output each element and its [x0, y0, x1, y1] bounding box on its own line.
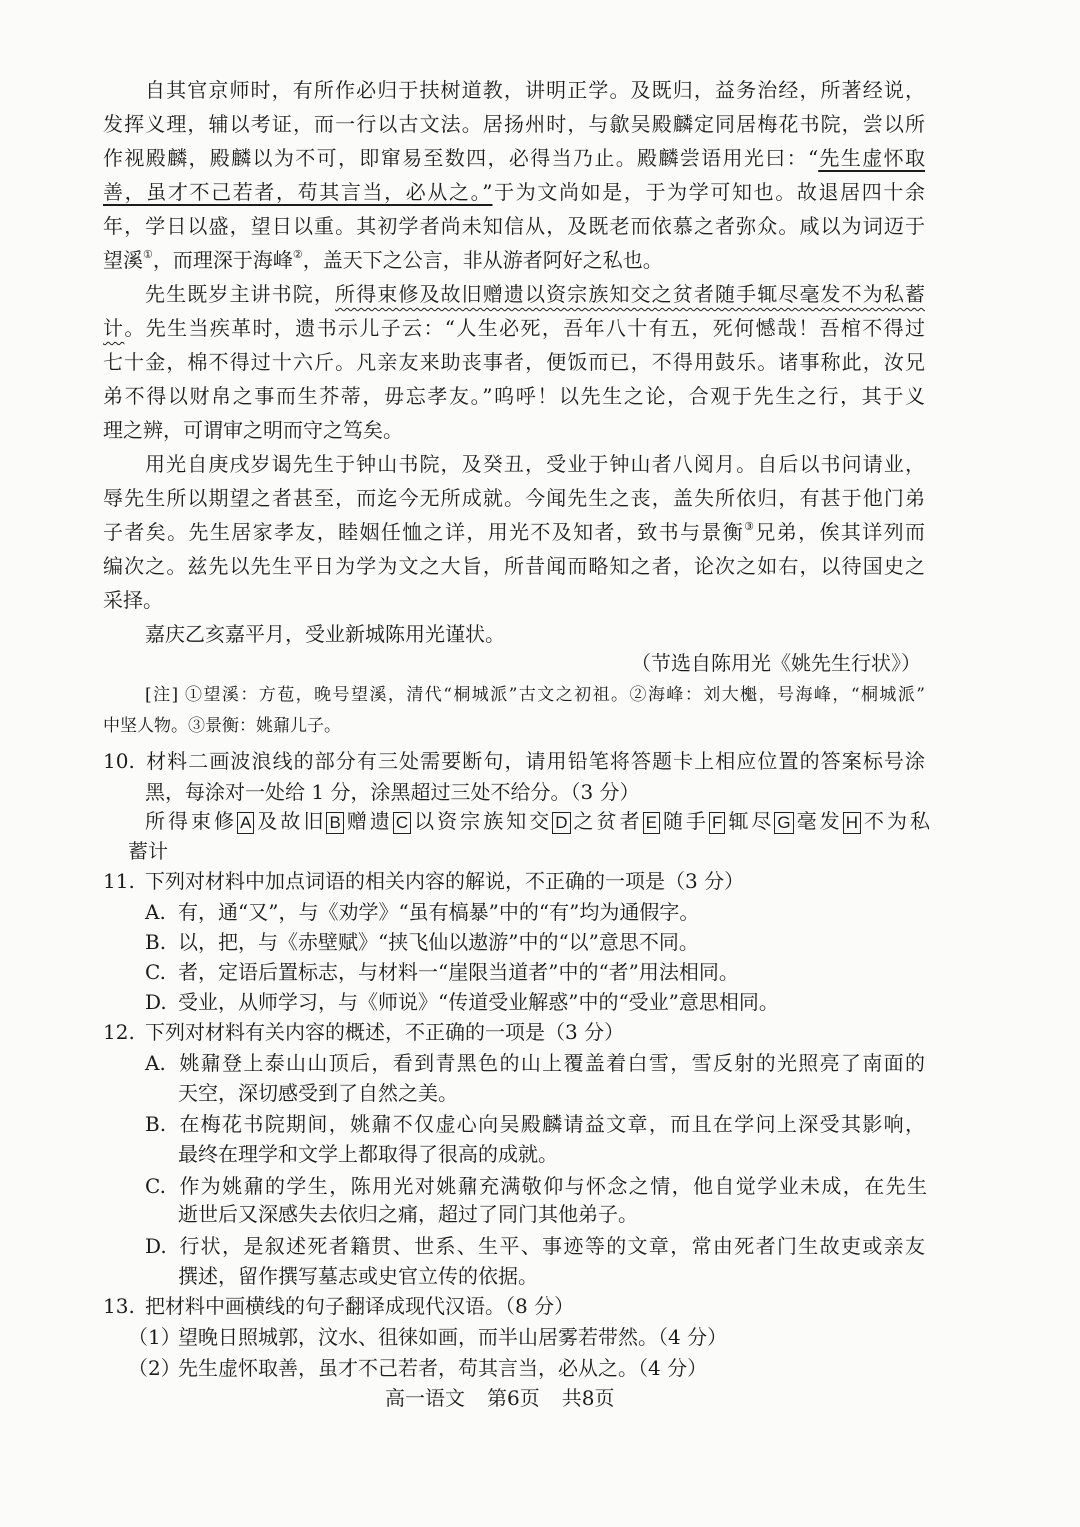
sentence-part: 赠遗 — [343, 809, 393, 833]
underlined-sentence: 先生虚怀取 — [818, 146, 925, 170]
option-text: 在梅花书院期间，姚鼐不仅虚心向吴殿麟请益文章，而且在学问上深受其影响， — [178, 1112, 925, 1136]
annotation-note: 中坚人物。③景衡：姚鼐儿子。 — [103, 716, 341, 736]
page-footer — [385, 1383, 705, 1413]
item-number: （1） — [128, 1325, 181, 1349]
option-text: 以，把，与《赤壁赋》“挟飞仙以遨游”中的“以”意思不同。 — [178, 930, 699, 954]
option-label: A. — [145, 900, 166, 924]
option-text: 有，通“又”，与《劝学》“虽有槁暴”中的“有”均为通假字。 — [178, 900, 700, 924]
sentence-part: 所得束修 — [145, 809, 238, 833]
passage-text: ，盖天下之公言，非从游者阿好之私也。 — [302, 248, 663, 272]
passage-line — [103, 175, 925, 209]
answer-label-box[interactable]: E — [643, 812, 660, 834]
option-d[interactable] — [145, 987, 925, 1017]
question-10-stem — [103, 746, 925, 776]
item-text: 先生虚怀取善，虽才不己若者，苟其言当，必从之。（4 分） — [178, 1356, 708, 1380]
passage-text: 作视殿麟，殿麟以为不可，即窜易至数四，必得当乃止。殿麟尝语用光曰：“ — [103, 146, 819, 170]
answer-label-box[interactable]: D — [552, 812, 570, 834]
wavy-underlined-text: 所得束修及故旧赠遗以资宗族知交之贫者随手辄尽毫发不为私蓄 — [335, 282, 925, 306]
option-text: 者，定语后置标志，与材料一“崖限当道者”中的“者”用法相同。 — [178, 960, 739, 984]
passage-line: 自其官京师时，有所作必归于扶树道教，讲明正学。及既归，益务治经，所著经说， — [145, 78, 925, 102]
passage-text: 于为文尚如是，于为学可知也。故退居四十余 — [492, 180, 925, 204]
footnote-marker: ③ — [744, 520, 756, 533]
translation-item — [128, 1353, 925, 1383]
source-citation: （节选自陈用光《姚先生行状》） — [631, 651, 921, 675]
translation-item — [128, 1322, 925, 1352]
passage-line — [103, 141, 925, 175]
underlined-sentence: 善，虽才不己若者，苟其言当，必从之。” — [103, 180, 493, 204]
sentence-part: 及故旧 — [254, 809, 327, 833]
option-d[interactable] — [145, 1231, 925, 1261]
answer-label-box[interactable]: C — [393, 812, 411, 834]
answer-label-box[interactable]: A — [237, 812, 254, 834]
question-number: 12. — [103, 1020, 135, 1044]
footer-total: 共8页 — [561, 1386, 615, 1410]
sentence-part: 随手 — [659, 809, 709, 833]
question-10-stem-cont: 黑，每涂对一处给 1 分，涂黑超过三处不给分。（3 分） — [145, 780, 640, 804]
option-label: B. — [145, 1112, 167, 1136]
sentence-part: 以资宗族知交 — [411, 809, 553, 833]
passage-line: 发挥义理，辅以考证，而一行以古文法。居扬州时，与歙吴殿麟定同居梅花书院，尝以所 — [103, 112, 925, 136]
wavy-underlined-text: 计 — [103, 316, 125, 340]
passage-line: 理之辨，可谓审之明而守之笃矣。 — [103, 418, 403, 442]
option-a-cont: 天空，深切感受到了自然之美。 — [178, 1081, 458, 1105]
question-11-stem — [103, 866, 925, 896]
option-text: 行状，是叙述死者籍贯、世系、生平、事迹等的文章，常由死者门生故吏或亲友 — [178, 1234, 925, 1258]
question-number: 13. — [103, 1294, 135, 1318]
option-c[interactable] — [145, 957, 925, 987]
option-label: D. — [145, 1234, 167, 1258]
signature-line: 嘉庆乙亥嘉平月，受业新城陈用光谨状。 — [145, 622, 505, 646]
footer-subject: 高一语文 — [385, 1386, 465, 1410]
option-b[interactable] — [145, 927, 925, 957]
footnote-marker: ① — [143, 248, 153, 261]
passage-line: 七十金，棉不得过十六斤。凡亲友来助丧事者，便饭而已，不得用鼓乐。诸事称此，汝兄 — [103, 350, 925, 374]
answer-label-box[interactable]: B — [326, 812, 343, 834]
answer-label-box[interactable]: F — [709, 812, 725, 834]
option-a[interactable] — [145, 897, 925, 927]
question-10-sentence-tail: 蓄计 — [128, 839, 168, 863]
question-13-stem — [103, 1291, 925, 1321]
question-text: 材料二画波浪线的部分有三处需要断句，请用铅笔将答题卡上相应位置的答案标号涂 — [145, 749, 925, 773]
option-label: D. — [145, 990, 167, 1014]
question-12-stem — [103, 1017, 925, 1047]
sentence-part: 之贫者 — [570, 809, 643, 833]
answer-label-box[interactable]: G — [774, 812, 793, 834]
item-number: （2） — [128, 1356, 181, 1380]
passage-line — [145, 277, 925, 311]
option-label: A. — [145, 1051, 166, 1075]
question-text: 把材料中画横线的句子翻译成现代汉语。（8 分） — [145, 1294, 575, 1318]
question-text: 下列对材料中加点词语的相关内容的解说，不正确的一项是（3 分） — [145, 869, 745, 893]
passage-line: 编次之。兹先以先生平日为学为文之大旨，所昔闻而略知之者，论次之如右，以待国史之 — [103, 554, 925, 578]
option-a[interactable] — [145, 1048, 925, 1078]
option-text: 受业，从师学习，与《师说》“传道受业解惑”中的“受业”意思相同。 — [178, 990, 779, 1014]
passage-line: 年，学日以盛，望日以重。其初学者尚未知信从，及既老而依慕之者弥众。咸以为词迈于 — [103, 214, 925, 238]
option-label: C. — [145, 960, 166, 984]
passage-line — [103, 243, 925, 277]
passage-line: 弟不得以财帛之事而生芥蒂，毋忘孝友。”呜呼！以先生之论，合观于先生之行，其于义 — [103, 384, 925, 408]
footer-page: 第6页 — [487, 1386, 540, 1410]
passage-line: 用光自庚戌岁谒先生于钟山书院，及癸丑，受业于钟山者八阅月。自后以书问请业， — [145, 452, 925, 476]
option-c[interactable] — [145, 1171, 927, 1201]
sentence-part: 毫发 — [793, 809, 843, 833]
option-b[interactable] — [145, 1109, 925, 1139]
passage-line: 辱先生所以期望之者甚至，而迄今无所成就。今闻先生之丧，盖失所依归，有甚于他门弟 — [103, 486, 925, 510]
passage-text: 兄弟，俟其详列而 — [755, 520, 925, 544]
option-label: C. — [145, 1174, 166, 1198]
passage-text: 子者矣。先生居家孝友，睦姻任恤之详，用光不及知者，致书与景衡 — [103, 520, 745, 544]
option-text: 姚鼐登上泰山山顶后，看到青黑色的山上覆盖着白雪，雪反射的光照亮了南面的 — [178, 1051, 925, 1075]
answer-label-box[interactable]: H — [843, 812, 861, 834]
footnote-marker: ② — [292, 248, 303, 261]
option-c-cont: 逝世后又深感失去依归之痛，超过了同门其他弟子。 — [178, 1202, 638, 1226]
passage-text: ，而理深于海峰 — [152, 248, 293, 272]
option-d-cont: 撰述，留作撰写墓志或史官立传的依据。 — [178, 1264, 538, 1288]
passage-line — [103, 311, 925, 345]
option-label: B. — [145, 930, 167, 954]
passage-text: 。先生当疾革时，遗书示儿子云：“人生必死，吾年八十有五，死何憾哉！吾棺不得过 — [124, 316, 926, 340]
item-text: 望晚日照城郭，汶水、徂徕如画，而半山居雾若带然。（4 分） — [178, 1325, 728, 1349]
question-text: 下列对材料有关内容的概述，不正确的一项是（3 分） — [145, 1020, 625, 1044]
passage-line: 采择。 — [103, 588, 163, 612]
passage-line — [103, 515, 925, 549]
passage-text: 望溪 — [103, 248, 143, 272]
question-number: 11. — [103, 869, 135, 893]
question-number: 10. — [103, 749, 135, 773]
question-10-sentence — [145, 806, 930, 836]
sentence-part: 不为私 — [860, 809, 931, 833]
passage-text: 先生既岁主讲书院， — [145, 282, 335, 306]
option-b-cont: 最终在理学和文学上都取得了很高的成就。 — [178, 1142, 558, 1166]
option-text: 作为姚鼐的学生，陈用光对姚鼐充满敬仰与怀念之情，他自觉学业未成，在先生 — [178, 1174, 927, 1198]
sentence-part: 辄尽 — [725, 809, 775, 833]
annotation-note: [注] ①望溪：方苞，晚号望溪，清代“桐城派”古文之初祖。②海峰：刘大櫆，号海峰，“桐城派” — [145, 685, 925, 705]
